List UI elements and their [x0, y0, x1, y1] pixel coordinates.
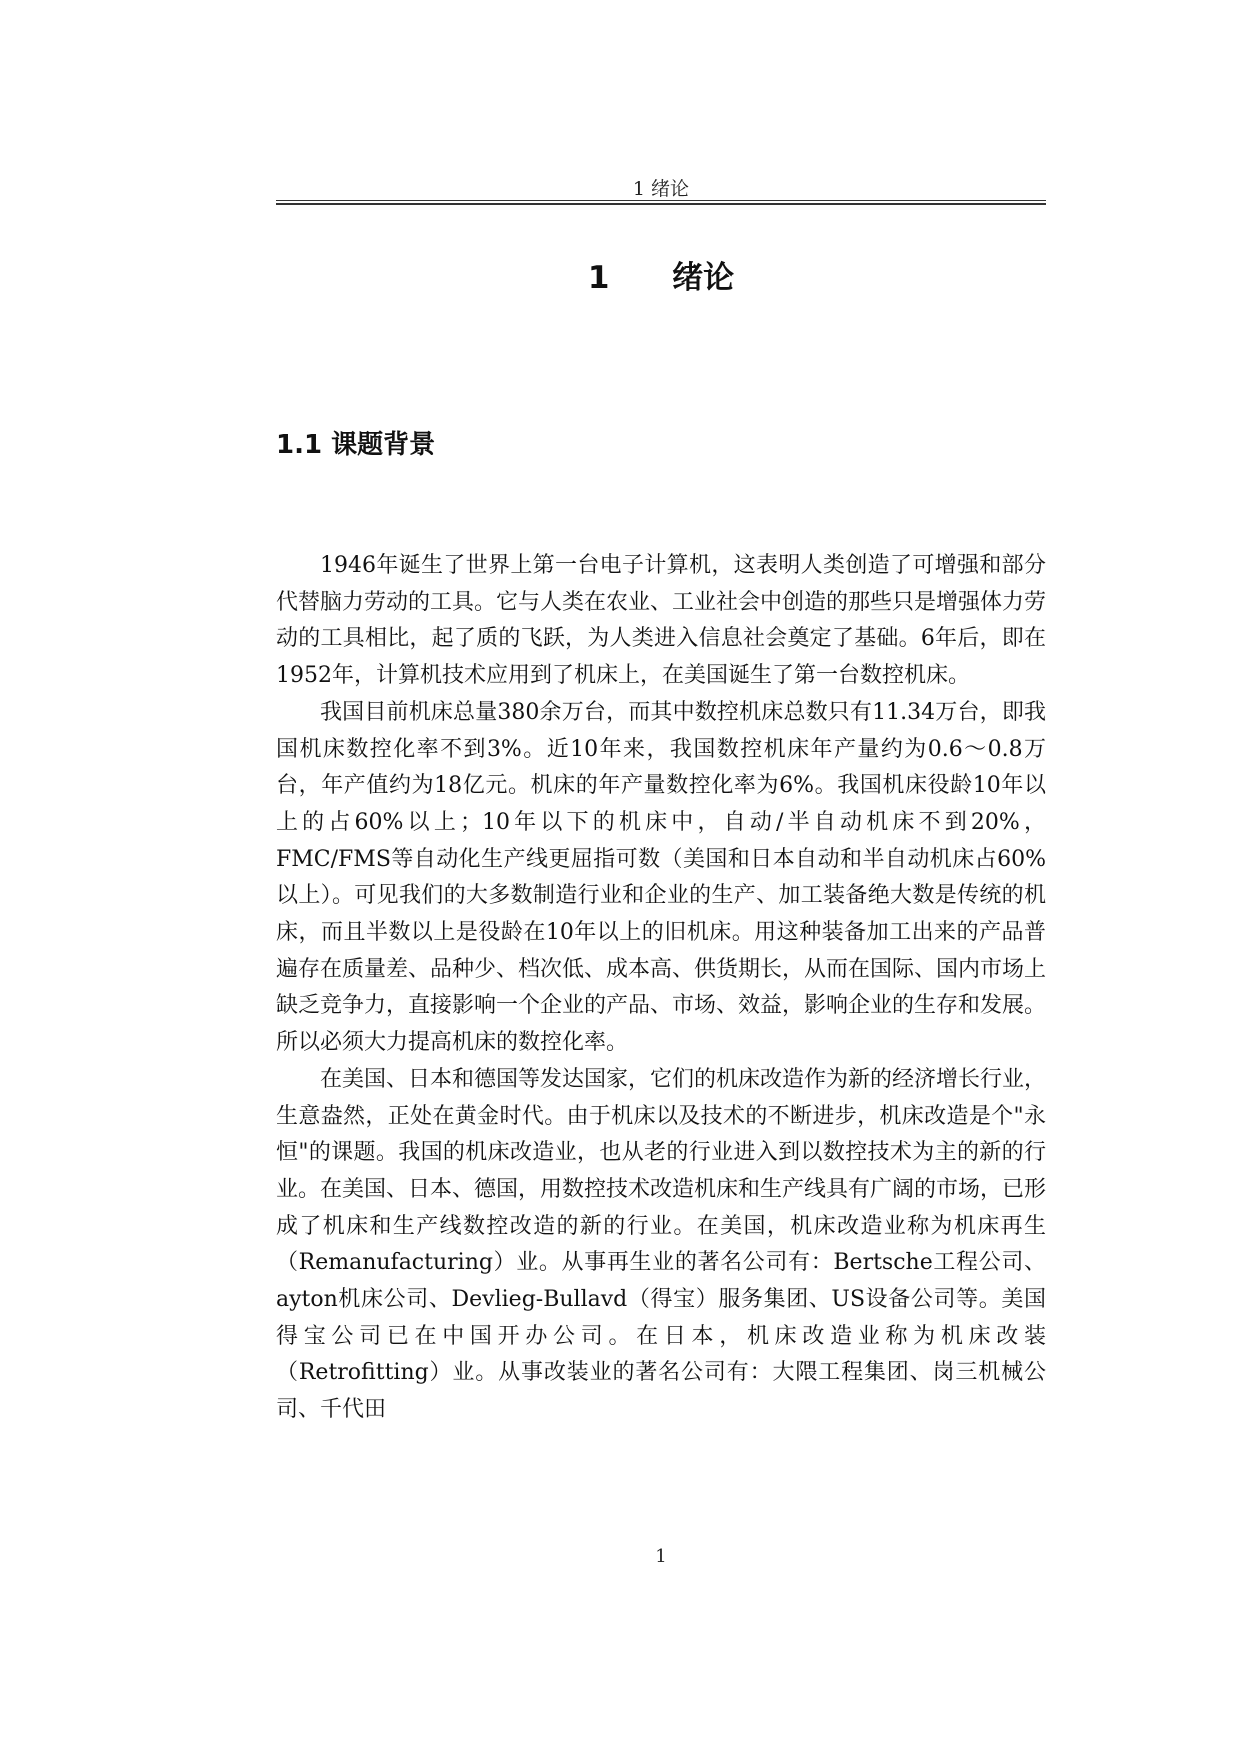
section-title: 1.1 课题背景 — [276, 430, 436, 460]
paragraph: 1946年诞生了世界上第一台电子计算机，这表明人类创造了可增强和部分代替脑力劳动的工具。它与人类在农业、工业社会中创造的那些只是增强体力劳动的工具相比，起了质的飞跃，为人类进入信息社会奠定了基础。6年后，即在1952年，计算机技术应用到了机床上，在美国诞生了第一台数控机床。 — [276, 553, 1047, 689]
chapter-title: 1 绪论 — [587, 260, 735, 296]
paragraph: 我国目前机床总量380余万台，而其中数控机床总数只有11.34万台，即我国机床数控化率不到3%。近10年来，我国数控机床年产量约为0.6～0.8万台，年产值约为18亿元。机床的年产量数控化率为6%。我国机床役龄10年以上的占60%以上；10年以下的机床中，自动/半自动机床不到20%，FMC/FMS等自动化生产线更屈指可数（美国和日本自动和半自动机床占60%以上）。可见我们的大多数制造行业和企业的生产、加工装备绝大数是传统的机床，而且半数以上是役龄在10年以上的旧机床。用这种装备加工出来的产品普遍存在质量差、品种少、档次低、成本高、供货期长，从而在国际、国内市场上缺乏竞争力，直接影响一个企业的产品、市场、效益，影响企业的生存和发展。所以必须大力提高机床的数控化率。 — [276, 699, 1047, 1056]
header-rule-thick — [276, 203, 1046, 205]
header-rule — [276, 200, 1046, 201]
page-number: 1 — [655, 1546, 667, 1567]
body-text — [276, 548, 1046, 1429]
paragraph: 在美国、日本和德国等发达国家，它们的机床改造作为新的经济增长行业，生意盎然，正处在黄金时代。由于机床以及技术的不断进步，机床改造是个"永恒"的课题。我国的机床改造业，也从老的行业进入到以数控技术为主的新的行业。在美国、日本、德国，用数控技术改造机床和生产线具有广阔的市场，已形成了机床和生产线数控改造的新的行业。在美国，机床改造业称为机床再生（Remanufacturing）业。从事再生业的著名公司有：Bertsche工程公司、ayton机床公司、Devlieg-Bullavd（得宝）服务集团、US设备公司等。美国得宝公司已在中国开办公司。在日本，机床改造业称为机床改装（Retrofitting）业。从事改装业的著名公司有：大隈工程集团、岗三机械公司、千代田 — [276, 1066, 1047, 1423]
running-header: 1 绪论 — [632, 178, 690, 200]
